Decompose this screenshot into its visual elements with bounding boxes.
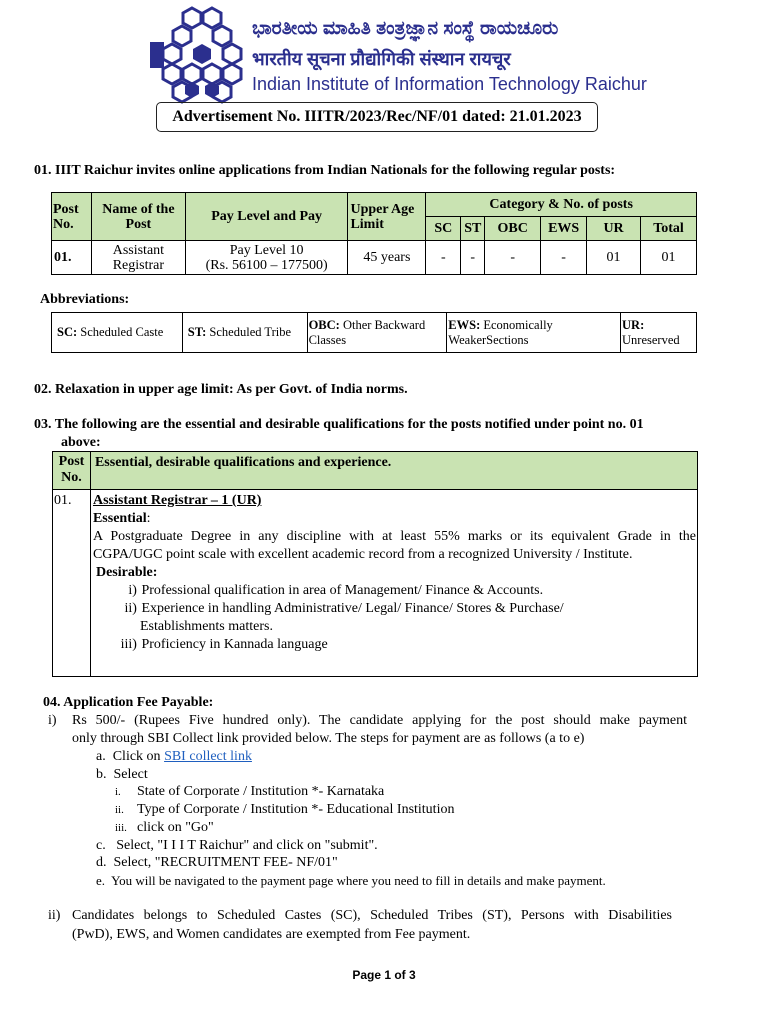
cell-obc: -	[485, 241, 541, 275]
section-3-heading-cont: above:	[61, 435, 101, 450]
section-3-heading: 03. The following are the essential and desirable qualifications for the posts notified under point no. 01	[34, 417, 644, 432]
step-d: d. Select, "RECRUITMENT FEE- NF/01"	[96, 855, 338, 870]
institute-name-kannada: ಭಾರತೀಯ ಮಾಹಿತಿ ತಂತ್ರಜ್ಞಾನ ಸಂಸ್ಥೆ ರಾಯಚೂರು	[252, 18, 559, 39]
section-2-heading: 02. Relaxation in upper age limit: As per Govt. of India norms.	[34, 382, 408, 397]
page-number: Page 1 of 3	[352, 968, 416, 982]
category-sc: SC	[426, 217, 461, 241]
cell-st: -	[461, 241, 485, 275]
cell-age: 45 years	[348, 241, 426, 275]
qual-details	[90, 490, 697, 677]
cell-pay	[185, 241, 348, 275]
fee-item-ii-line-2: (PwD), EWS, and Women candidates are exempted from Fee payment.	[72, 927, 471, 942]
qual-header-quals: Essential, desirable qualifications and experience.	[90, 452, 697, 490]
table-row	[52, 241, 697, 275]
advertisement-number: Advertisement No. IIITR/2023/Rec/NF/01 dated: 21.01.2023	[156, 102, 598, 132]
fee-item-ii-line-1: Candidates belongs to Scheduled Castes (SC), Scheduled Tribes (ST), Persons with Disabilities	[72, 908, 672, 923]
desirable-label: Desirable:	[95, 565, 158, 580]
step-a: a. Click on SBI collect link	[96, 749, 252, 764]
abbr-obc: OBC: Other Backward Classes	[307, 313, 447, 353]
header-age-limit: Upper Age Limit	[348, 193, 426, 241]
institute-logo	[148, 6, 248, 104]
fee-item-ii-num: ii)	[48, 908, 61, 923]
posts-table	[51, 192, 697, 275]
post-name-line-1: Assistant	[112, 242, 165, 258]
section-1-heading: 01. IIIT Raichur invites online applications from Indian Nationals for the following regular posts:	[34, 163, 616, 178]
cell-post-name	[91, 241, 185, 275]
abbr-ur: UR: Unreserved	[621, 313, 697, 353]
header-category: Category & No. of posts	[426, 193, 697, 217]
qual-post-title: Assistant Registrar – 1 (UR)	[92, 493, 262, 508]
cell-sc: -	[426, 241, 461, 275]
cell-post-no: 01.	[52, 241, 92, 275]
step-c: c. Select, "I I I T Raichur" and click on "submit".	[96, 838, 378, 853]
essential-line-1: A Postgraduate Degree in any discipline with at least 55% marks or its equivalent Grade in the	[92, 529, 696, 544]
list-item: ii) Experience in handling Administrative/ Legal/ Finance/ Stores & Purchase/	[124, 601, 564, 616]
list-item-cont: Establishments matters.	[139, 619, 273, 634]
cell-ur: 01	[587, 241, 641, 275]
cell-ews: -	[541, 241, 587, 275]
fee-item-i-line-1: Rs 500/- (Rupees Five hundred only). The candidate applying for the post should make payment	[72, 713, 687, 728]
category-st: ST	[461, 217, 485, 241]
list-item: i) Professional qualification in area of Management/ Finance & Accounts.	[128, 583, 544, 598]
sbi-collect-link[interactable]: SBI collect link	[164, 749, 252, 764]
pay-line-2: (Rs. 56100 – 177500)	[205, 257, 328, 273]
step-b: b. Select	[96, 767, 148, 782]
qualifications-table	[52, 451, 698, 677]
header-post-no: Post No.	[52, 193, 92, 241]
post-name-line-2: Registrar	[112, 257, 165, 273]
category-obc: OBC	[485, 217, 541, 241]
abbreviations-heading: Abbreviations:	[40, 292, 130, 307]
abbr-ews: EWS: Economically WeakerSections	[447, 313, 621, 353]
section-4-heading: 04. Application Fee Payable:	[43, 695, 214, 710]
header-post-name: Name of the Post	[91, 193, 185, 241]
essential-line-2: CGPA/UGC point scale with excellent academic record from a recognized University / Institute.	[92, 547, 633, 562]
abbreviations-table	[51, 312, 697, 353]
step-b-iii: iii. click on "Go"	[115, 820, 214, 835]
qual-post-no: 01.	[53, 490, 91, 677]
step-b-ii: ii. Type of Corporate / Institution *- Educational Institution	[115, 802, 455, 817]
fee-item-i-num: i)	[48, 713, 57, 728]
category-ews: EWS	[541, 217, 587, 241]
essential-label: Essential:	[92, 511, 151, 526]
pay-line-1: Pay Level 10	[229, 242, 304, 258]
fee-item-i-line-2: only through SBI Collect link provided below. The steps for payment are as follows (a to e)	[72, 731, 585, 746]
abbr-st: ST: Scheduled Tribe	[182, 313, 307, 353]
header-pay: Pay Level and Pay	[185, 193, 348, 241]
list-item: iii) Proficiency in Kannada language	[120, 637, 328, 652]
step-b-i: i. State of Corporate / Institution *- Karnataka	[115, 784, 385, 799]
institute-name-english: Indian Institute of Information Technology Raichur	[252, 74, 647, 94]
category-ur: UR	[587, 217, 641, 241]
qual-header-post-no: Post No.	[53, 452, 91, 490]
institute-name-hindi: भारतीय सूचना प्रौद्योगिकी संस्थान रायचूर	[252, 49, 511, 69]
step-e: e. You will be navigated to the payment page where you need to fill in details and make payment.	[96, 873, 606, 888]
category-total: Total	[641, 217, 697, 241]
abbr-sc: SC: Scheduled Caste	[52, 313, 183, 353]
cell-total: 01	[641, 241, 697, 275]
